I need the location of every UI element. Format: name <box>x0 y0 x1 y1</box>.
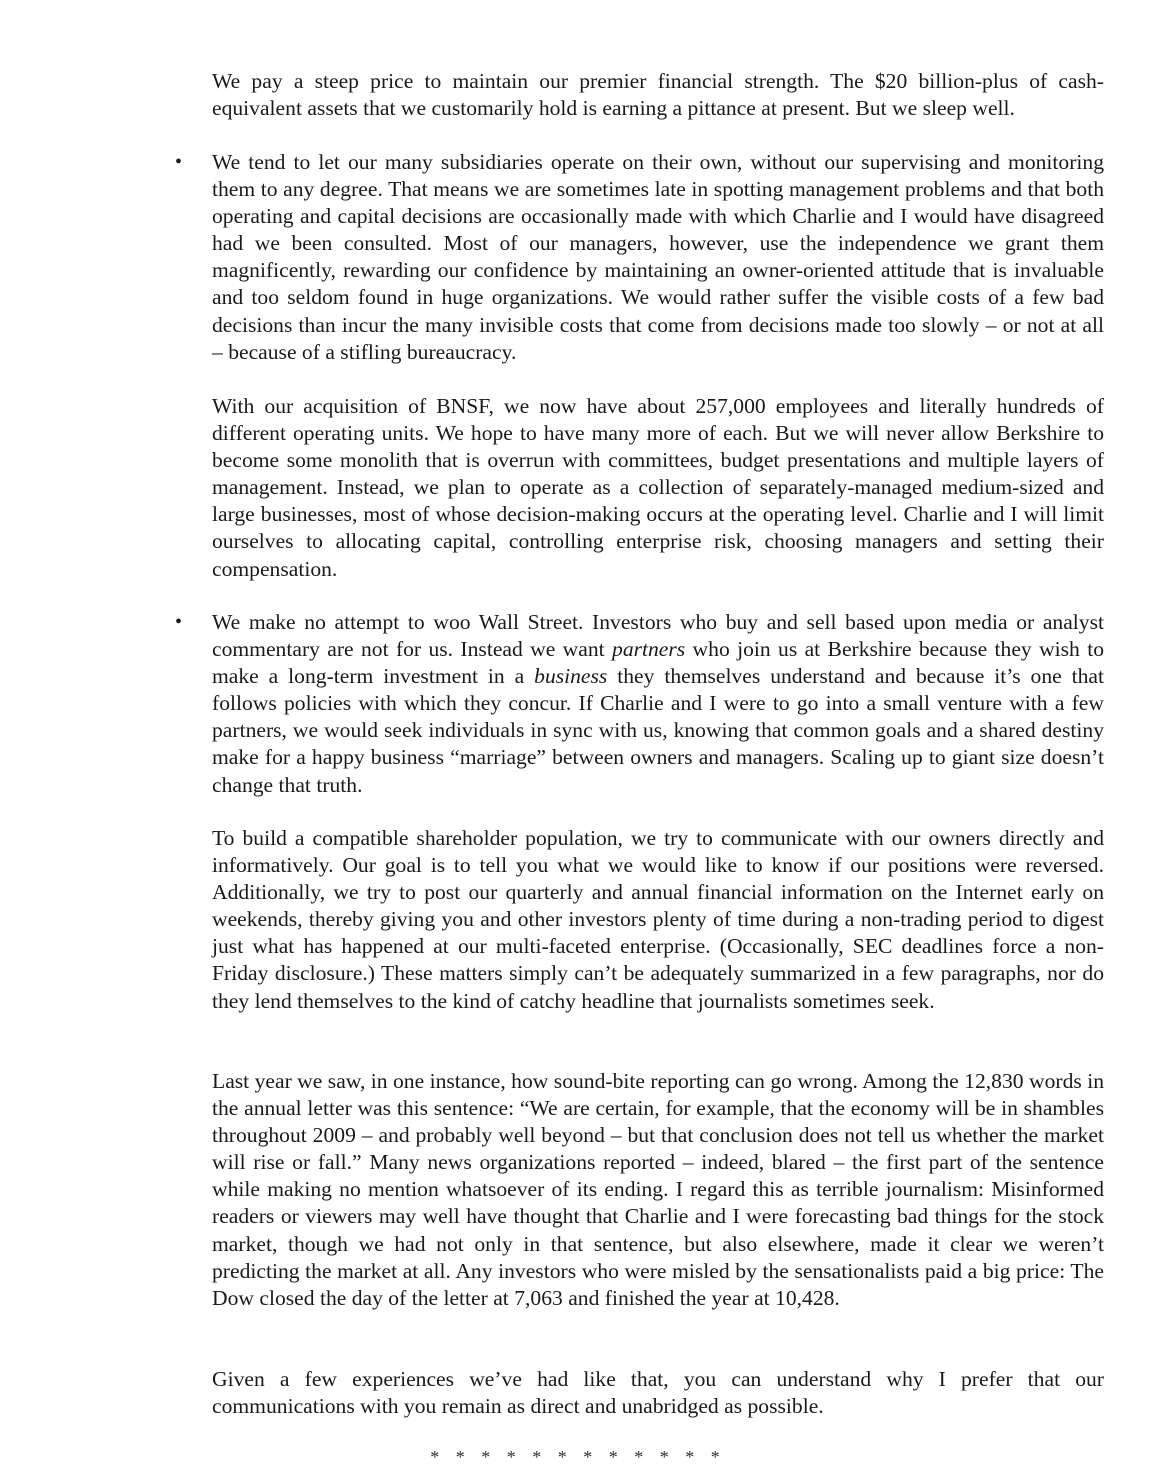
bullet-marker: • <box>175 151 183 173</box>
text-run: We make no attempt to woo Wall Street. Investors who buy and sell based upon media or analyst commentary are not for us. Instead we want <box>212 610 1104 662</box>
paragraph-communication <box>212 825 1104 1015</box>
paragraph-text: With our acquisition of BNSF, we now have about 257,000 employees and literally hundreds of different operating units. We hope to have many more of each. But we will never allow Berkshire to become some monolith that is overrun with committees, budget presentations and multiple layers of management. Instead, we plan to operate as a collection of separately-managed medium-sized and large businesses, most of whose decision-making occurs at the operating level. Charlie and I will limit ourselves to allocating capital, controlling enterprise risk, choosing managers and setting their compensation. <box>212 394 1104 581</box>
paragraph-text: Last year we saw, in one instance, how sound-bite reporting can go wrong. Among the 12,830 words in the annual letter was this sentence: “We are certain, for example, that the economy will be in shambles throughout 2009 – and probably well beyond – but that conclusion does not tell us whether the market will rise or fall.” Many news organizations reported – indeed, blared – the first part of the sentence while making no mention whatsoever of its ending. I regard this as terrible journalism: Misinformed readers or viewers may well have thought that Charlie and I were forecasting bad things for the stock market, though we had not only in that sentence, but also elsewhere, made it clear we weren’t predicting the market at all. Any investors who were misled by the sensationalists paid a big price: The Dow closed the day of the letter at 7,063 and finished the year at 10,428. <box>212 1069 1104 1310</box>
paragraph-subsidiaries <box>212 149 1104 366</box>
paragraph-wall-street <box>212 609 1104 799</box>
italic-business: business <box>534 664 608 689</box>
section-separator: * * * * * * * * * * * * <box>430 1447 726 1467</box>
paragraph-text: We tend to let our many subsidiaries operate on their own, without our supervising and monitoring them to any degree. That means we are sometimes late in spotting management problems and that both operating and capital decisions are occasionally made with which Charlie and I would have disagreed had we been consulted. Most of our managers, however, use the independence we grant them magnificently, rewarding our confidence by maintaining an owner-oriented attitude that is invaluable and too seldom found in huge organizations. We would rather suffer the visible costs of a few bad decisions than incur the many invisible costs that come from decisions made too slowly – or not at all – because of a stifling bureaucracy. <box>212 150 1104 364</box>
italic-partners: partners <box>612 637 686 662</box>
paragraph-sound-bite <box>212 1068 1104 1312</box>
paragraph-financial-strength <box>212 68 1104 122</box>
paragraph-text: Given a few experiences we’ve had like that, you can understand why I prefer that our communications with you remain as direct and unabridged as possible. <box>212 1367 1104 1419</box>
paragraph-bnsf <box>212 393 1104 583</box>
paragraph-text: We pay a steep price to maintain our premier financial strength. The $20 billion-plus of cash-equivalent assets that we customarily hold is earning a pittance at present. But we sleep well. <box>212 69 1104 121</box>
text-run: who join us at Berkshire because they wish to make a long-term investment in a <box>212 637 1105 689</box>
paragraph-text: To build a compatible shareholder population, we try to communicate with our owners directly and informatively. Our goal is to tell you what we would like to know if our positions were reversed. Additionally, we try to post our quarterly and annual financial information on the Internet early on weekends, thereby giving you and other investors plenty of time during a non-trading period to digest just what has happened at our multi-faceted enterprise. (Occasionally, SEC deadlines force a non-Friday disclosure.) These matters simply can’t be adequately summarized in a few paragraphs, nor do they lend themselves to the kind of catchy headline that journalists sometimes seek. <box>212 826 1104 1013</box>
bullet-marker: • <box>175 611 183 633</box>
text-run: they themselves understand and because it’s one that follows policies with which they concur. If Charlie and I were to go into a small venture with a few partners, we would seek individuals in sync with us, knowing that common goals and a shared destiny make for a happy business “marriage” between owners and managers. Scaling up to giant size doesn’t change that truth. <box>212 664 1104 797</box>
paragraph-direct-communications <box>212 1366 1104 1420</box>
paragraph-text <box>212 609 1104 799</box>
